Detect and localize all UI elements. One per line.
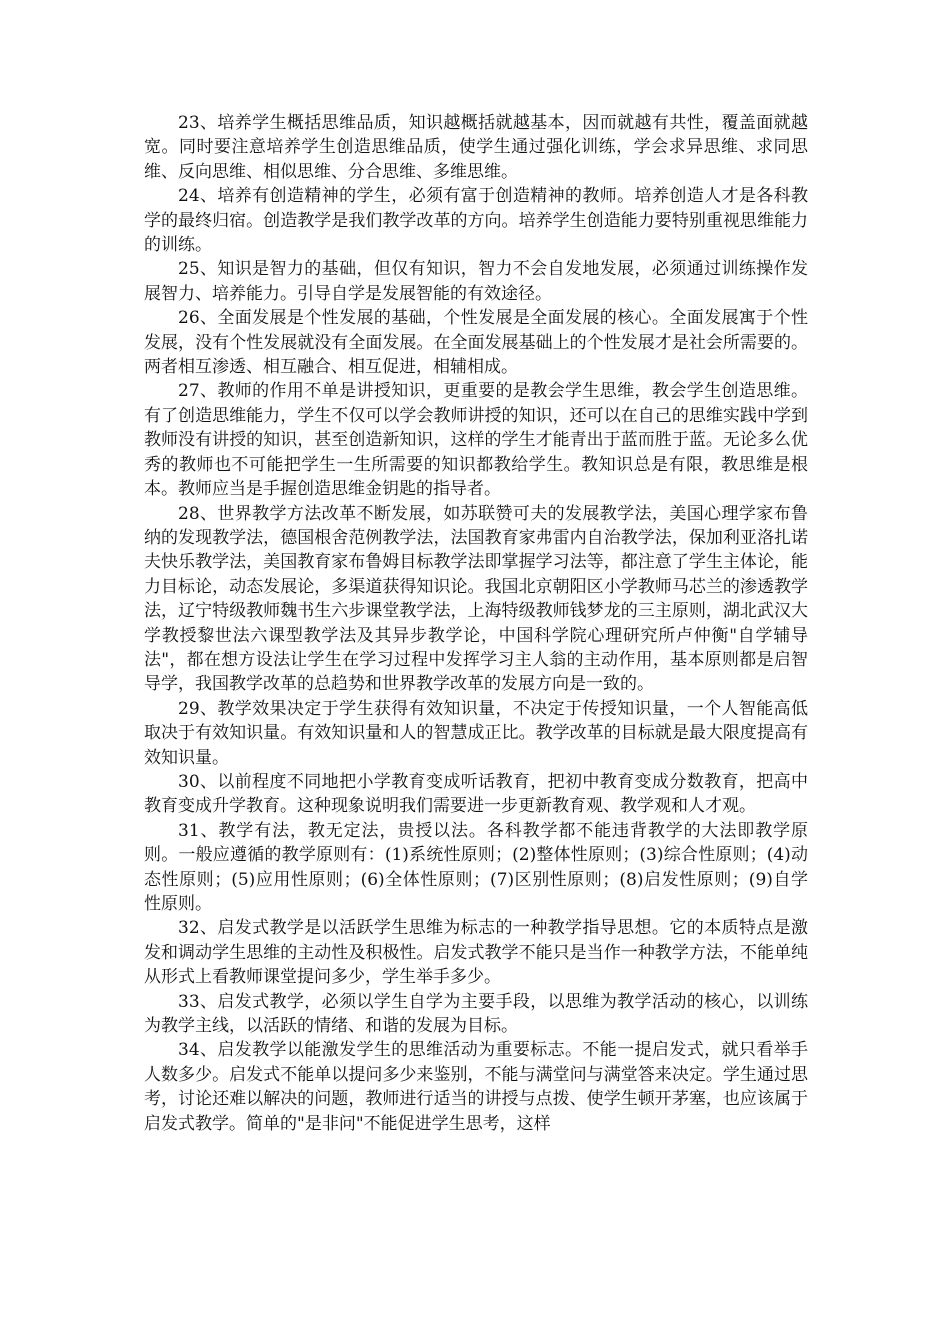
paragraph-31: 31、教学有法，教无定法，贵授以法。各科教学都不能违背教学的大法即教学原则。一般应遵循的教学原则有：(1)系统性原则；(2)整体性原则；(3)综合性原则；(4)动态性原则；(5)应用性原则；(6)全体性原则；(7)区别性原则；(8)启发性原则；(9)自学性原则。	[144, 820, 808, 914]
paragraph-30: 30、以前程度不同地把小学教育变成听话教育，把初中教育变成分数教育，把高中教育变成升学教育。这种现象说明我们需要进一步更新教育观、教学观和人才观。	[144, 771, 808, 817]
paragraph-28: 28、世界教学方法改革不断发展，如苏联赞可夫的发展教学法，美国心理学家布鲁纳的发现教学法，德国根舍范例教学法，法国教育家弗雷内自治教学法，保加利亚洛扎诺夫快乐教学法，美国教育家布鲁姆目标教学法即掌握学习法等，都注意了学生主体论，能力目标论，动态发展论，多渠道获得知识论。我国北京朝阳区小学教师马芯兰的渗透教学法，辽宁特级教师魏书生六步课堂教学法，上海特级教师钱梦龙的三主原则，湖北武汉大学教授黎世法六课型教学法及其异步教学论，中国科学院心理研究所卢仲衡"自学辅导法"，都在想方设法让学生在学习过程中发挥学习主人翁的主动作用，基本原则都是启智导学，我国教学改革的总趋势和世界教学改革的发展方向是一致的。	[144, 503, 808, 695]
paragraph-25: 25、知识是智力的基础，但仅有知识，智力不会自发地发展，必须通过训练操作发展智力、培养能力。引导自学是发展智能的有效途径。	[144, 259, 808, 304]
paragraph-33: 33、启发式教学，必须以学生自学为主要手段，以思维为教学活动的核心，以训练为教学主线，以活跃的情绪、和谐的发展为目标。	[144, 991, 808, 1037]
document-page	[144, 111, 808, 1136]
paragraph-23: 23、培养学生概括思维品质，知识越概括就越基本，因而就越有共性，覆盖面就越宽。同时要注意培养学生创造思维品质，使学生通过强化训练，学会求异思维、求同思维、反向思维、相似思维、分合思维、多维思维。	[144, 113, 808, 182]
paragraph-27: 27、教师的作用不单是讲授知识，更重要的是教会学生思维，教会学生创造思维。有了创造思维能力，学生不仅可以学会教师讲授的知识，还可以在自己的思维实践中学到教师没有讲授的知识，甚至创造新知识，这样的学生才能青出于蓝而胜于蓝。无论多么优秀的教师也不可能把学生一生所需要的知识都教给学生。教知识总是有限，教思维是根本。教师应当是手握创造思维金钥匙的指导者。	[144, 381, 808, 500]
paragraph-29: 29、教学效果决定于学生获得有效知识量，不决定于传授知识量，一个人智能高低取决于有效知识量。有效知识量和人的智慧成正比。教学改革的目标就是最大限度提高有效知识量。	[144, 698, 808, 768]
paragraph-24: 24、培养有创造精神的学生，必须有富于创造精神的教师。培养创造人才是各科教学的最终归宿。创造教学是我们教学改革的方向。培养学生创造能力要特别重视思维能力的训练。	[144, 186, 808, 256]
paragraph-32: 32、启发式教学是以活跃学生思维为标志的一种教学指导思想。它的本质特点是激发和调动学生思维的主动性及积极性。启发式教学不能只是当作一种教学方法，不能单纯从形式上看教师课堂提问多少，学生举手多少。	[144, 918, 808, 988]
paragraph-26: 26、全面发展是个性发展的基础，个性发展是全面发展的核心。全面发展寓于个性发展，没有个性发展就没有全面发展。在全面发展基础上的个性发展才是社会所需要的。两者相互渗透、相互融合、相互促进，相辅相成。	[144, 308, 808, 378]
paragraph-34: 34、启发教学以能激发学生的思维活动为重要标志。不能一提启发式，就只看举手人数多少。启发式不能单以提问多少来鉴别，不能与满堂问与满堂答来决定。学生通过思考，讨论还难以解决的问题，教师进行适当的讲授与点拨、使学生顿开茅塞，也应该属于启发式教学。简单的"是非问"不能促进学生思考，这样	[144, 1040, 808, 1134]
